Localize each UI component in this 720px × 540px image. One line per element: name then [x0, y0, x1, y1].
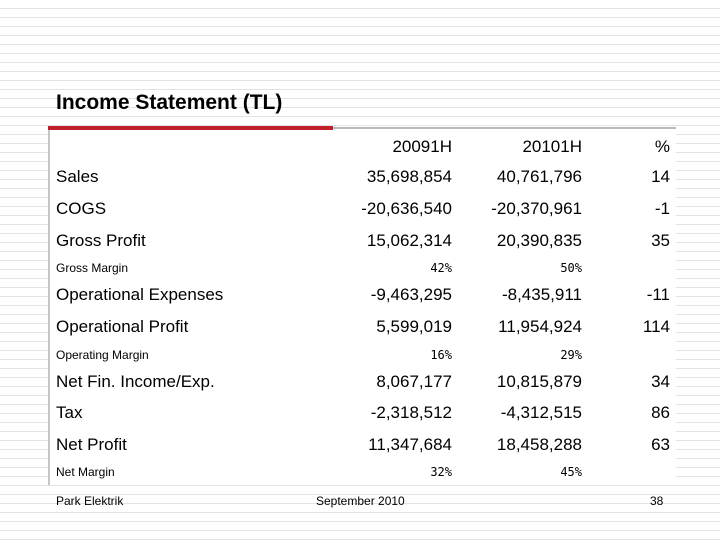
value-20101h: 40,761,796	[496, 167, 582, 186]
margin-20091h: 16%	[430, 348, 452, 362]
value-20101h: -8,435,911	[501, 285, 582, 304]
value-20101h: 20,390,835	[496, 231, 582, 250]
header-20101h: 20101H	[522, 137, 582, 156]
value-20091h: -9,463,295	[370, 285, 452, 304]
table-header-row	[50, 135, 676, 159]
table-margin-row	[50, 260, 676, 276]
value-20101h: 10,815,879	[496, 372, 582, 391]
table-row	[50, 370, 676, 394]
row-label: Gross Margin	[56, 261, 129, 275]
value-20091h: 8,067,177	[376, 372, 452, 391]
value-percent: 86	[651, 403, 670, 422]
row-label: Net Margin	[56, 465, 115, 479]
row-label: Gross Profit	[56, 231, 146, 250]
title-underline-rule	[333, 127, 676, 129]
footer-date: September 2010	[316, 494, 405, 508]
value-percent: 14	[651, 167, 670, 186]
value-20091h: -2,318,512	[370, 403, 452, 422]
table-row	[50, 315, 676, 339]
value-percent: 35	[651, 231, 670, 250]
row-label: Sales	[56, 167, 99, 186]
value-20101h: -4,312,515	[500, 403, 582, 422]
row-label: Operating Margin	[56, 348, 149, 362]
footer-company: Park Elektrik	[56, 494, 124, 508]
margin-20091h: 42%	[430, 261, 452, 275]
value-20101h: 18,458,288	[496, 435, 582, 454]
margin-20091h: 32%	[430, 465, 452, 479]
table-row	[50, 165, 676, 189]
table-row	[50, 433, 676, 457]
table-margin-row	[50, 347, 676, 363]
value-20101h: 11,954,924	[498, 317, 582, 336]
value-20091h: 11,347,684	[368, 435, 452, 454]
margin-20101h: 50%	[560, 261, 582, 275]
row-label: Operational Profit	[56, 317, 189, 336]
value-percent: -1	[654, 199, 670, 218]
value-percent: -11	[646, 285, 670, 304]
slide-title: Income Statement (TL)	[56, 91, 283, 114]
value-20091h: 15,062,314	[366, 231, 452, 250]
table-row	[50, 197, 676, 221]
value-20091h: 5,599,019	[376, 317, 452, 336]
row-label: Tax	[56, 403, 83, 422]
row-label: Net Profit	[56, 435, 127, 454]
table-row	[50, 229, 676, 253]
table-row	[50, 283, 676, 307]
header-percent: %	[654, 137, 670, 156]
value-percent: 34	[651, 372, 670, 391]
value-20091h: -20,636,540	[361, 199, 452, 218]
margin-20101h: 45%	[560, 465, 582, 479]
page-number: 38	[650, 494, 664, 508]
header-20091h: 20091H	[392, 137, 452, 156]
value-20091h: 35,698,854	[366, 167, 452, 186]
value-percent: 114	[642, 317, 670, 336]
row-label: COGS	[56, 199, 107, 218]
margin-20101h: 29%	[560, 348, 582, 362]
income-statement-table	[50, 130, 676, 485]
value-20101h: -20,370,961	[491, 199, 582, 218]
value-percent: 63	[651, 435, 670, 454]
row-label: Operational Expenses	[56, 285, 224, 304]
row-label: Net Fin. Income/Exp.	[56, 372, 215, 391]
table-margin-row	[50, 464, 676, 480]
table-row	[50, 401, 676, 425]
